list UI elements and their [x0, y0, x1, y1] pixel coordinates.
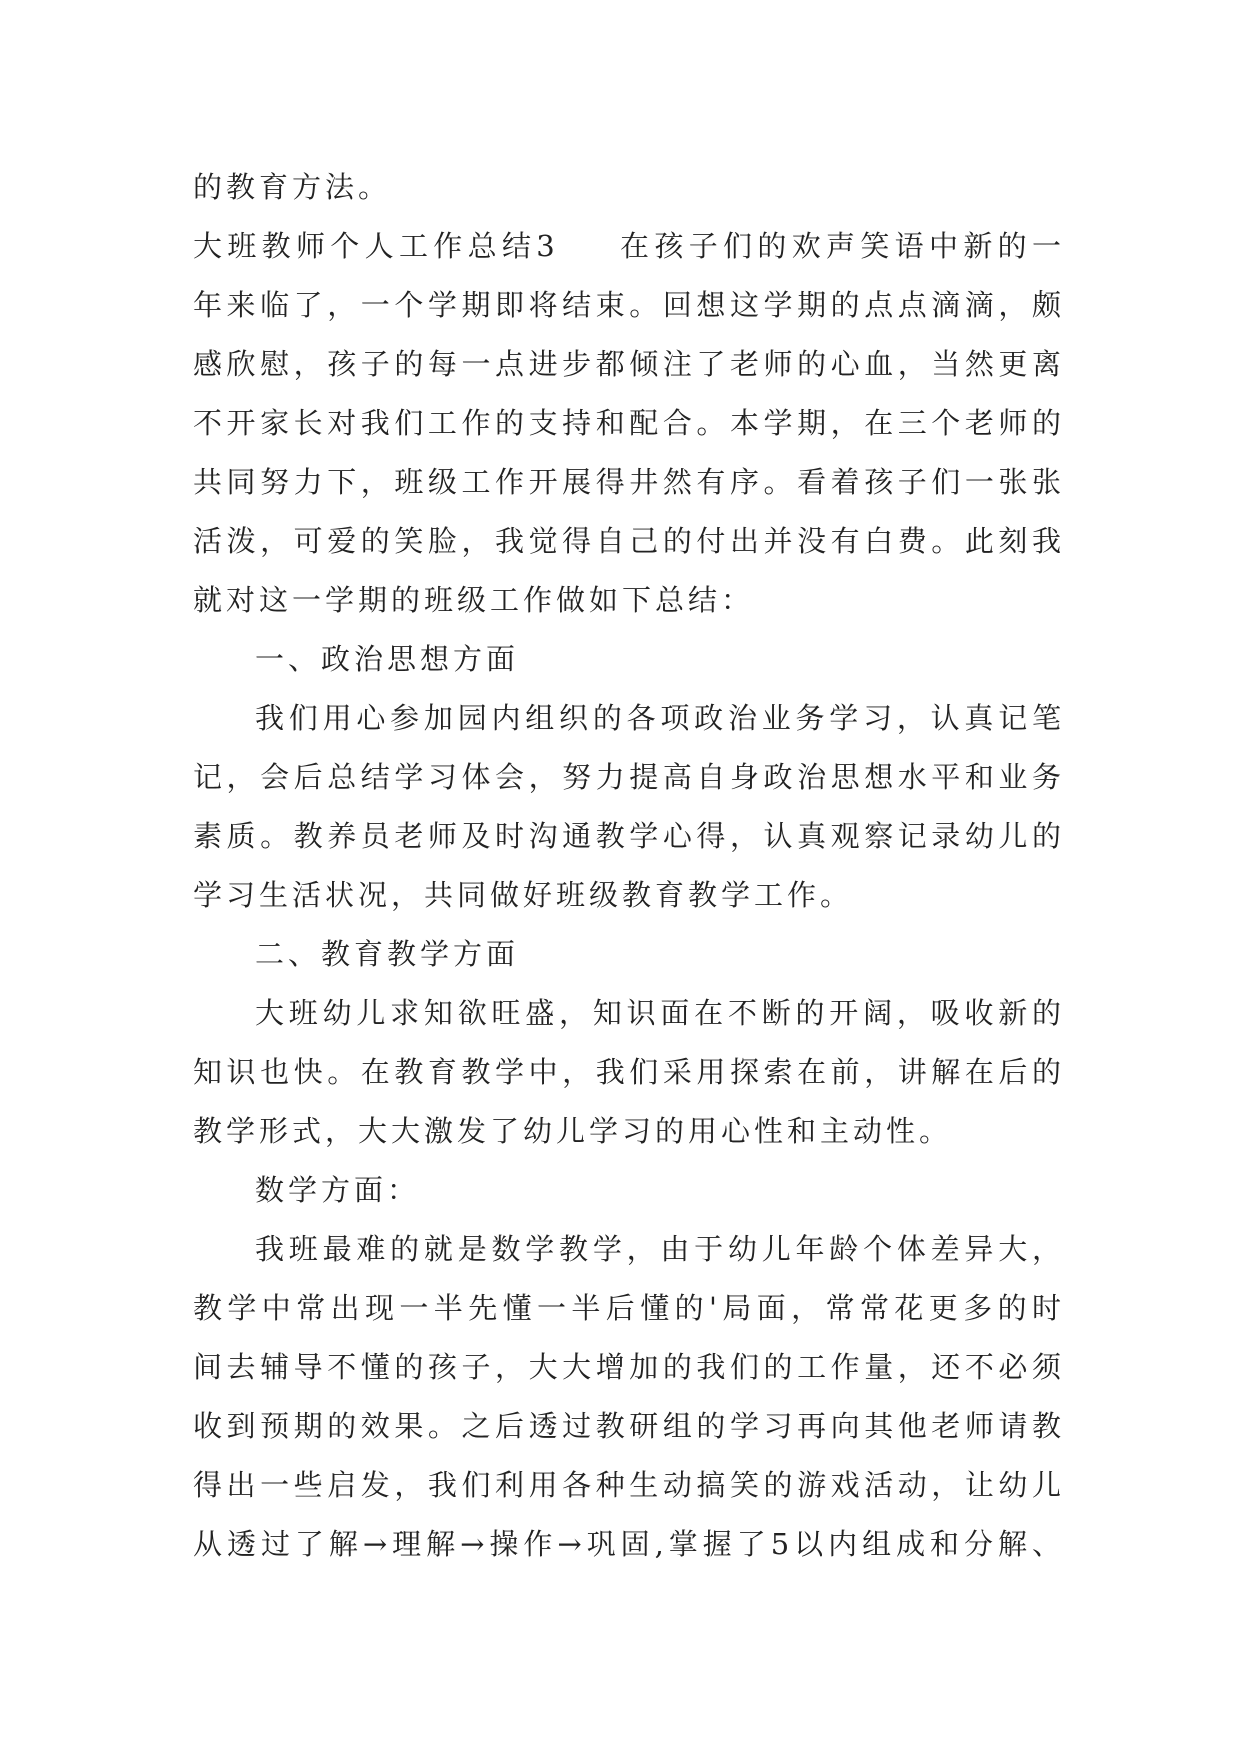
- section-title: 大班教师个人工作总结3: [193, 229, 559, 263]
- text-line: 知识也快。在教育教学中，我们采用探索在前，讲解在后的: [193, 1055, 1065, 1089]
- text-line: 大班幼儿求知欲旺盛，知识面在不断的开阔，吸收新的: [255, 996, 1065, 1030]
- subheading-math: 数学方面：: [255, 1173, 421, 1207]
- text-line: 的教育方法。: [193, 170, 392, 204]
- text-line: 不开家长对我们工作的支持和配合。本学期，在三个老师的: [193, 406, 1065, 440]
- text-line: 记，会后总结学习体会，努力提高自身政治思想水平和业务: [193, 760, 1065, 794]
- text-line: 就对这一学期的班级工作做如下总结：: [193, 583, 755, 617]
- text-line: 感欣慰，孩子的每一点进步都倾注了老师的心血，当然更离: [193, 347, 1065, 381]
- text-line: 学习生活状况，共同做好班级教育教学工作。: [193, 878, 854, 912]
- text-line: 得出一些启发，我们利用各种生动搞笑的游戏活动，让幼儿: [193, 1468, 1065, 1502]
- text-line: 间去辅导不懂的孩子，大大增加的我们的工作量，还不必须: [193, 1350, 1065, 1384]
- text-line: 收到预期的效果。之后透过教研组的学习再向其他老师请教: [193, 1409, 1065, 1443]
- paragraph-start: 在孩子们的欢声笑语中新的一: [618, 229, 1065, 263]
- text-line: 年来临了，一个学期即将结束。回想这学期的点点滴滴，颇: [193, 288, 1065, 322]
- text-line: 从透过了解→理解→操作→巩固,掌握了5以内组成和分解、: [193, 1527, 1065, 1561]
- text-line: 我们用心参加园内组织的各项政治业务学习，认真记笔: [255, 701, 1065, 735]
- text-line: 教学中常出现一半先懂一半后懂的'局面，常常花更多的时: [193, 1291, 1065, 1325]
- section-heading-line: [193, 217, 1065, 276]
- text-line: 共同努力下，班级工作开展得井然有序。看着孩子们一张张: [193, 465, 1065, 499]
- document-body: [193, 158, 1065, 1574]
- text-line: 我班最难的就是数学教学，由于幼儿年龄个体差异大，: [255, 1232, 1065, 1266]
- text-line: 活泼，可爱的笑脸，我觉得自己的付出并没有白费。此刻我: [193, 524, 1065, 558]
- subheading-politics: 一、政治思想方面: [255, 642, 520, 676]
- text-line: 教学形式，大大激发了幼儿学习的用心性和主动性。: [193, 1114, 953, 1148]
- subheading-teaching: 二、教育教学方面: [255, 937, 520, 971]
- text-line: 素质。教养员老师及时沟通教学心得，认真观察记录幼儿的: [193, 819, 1065, 853]
